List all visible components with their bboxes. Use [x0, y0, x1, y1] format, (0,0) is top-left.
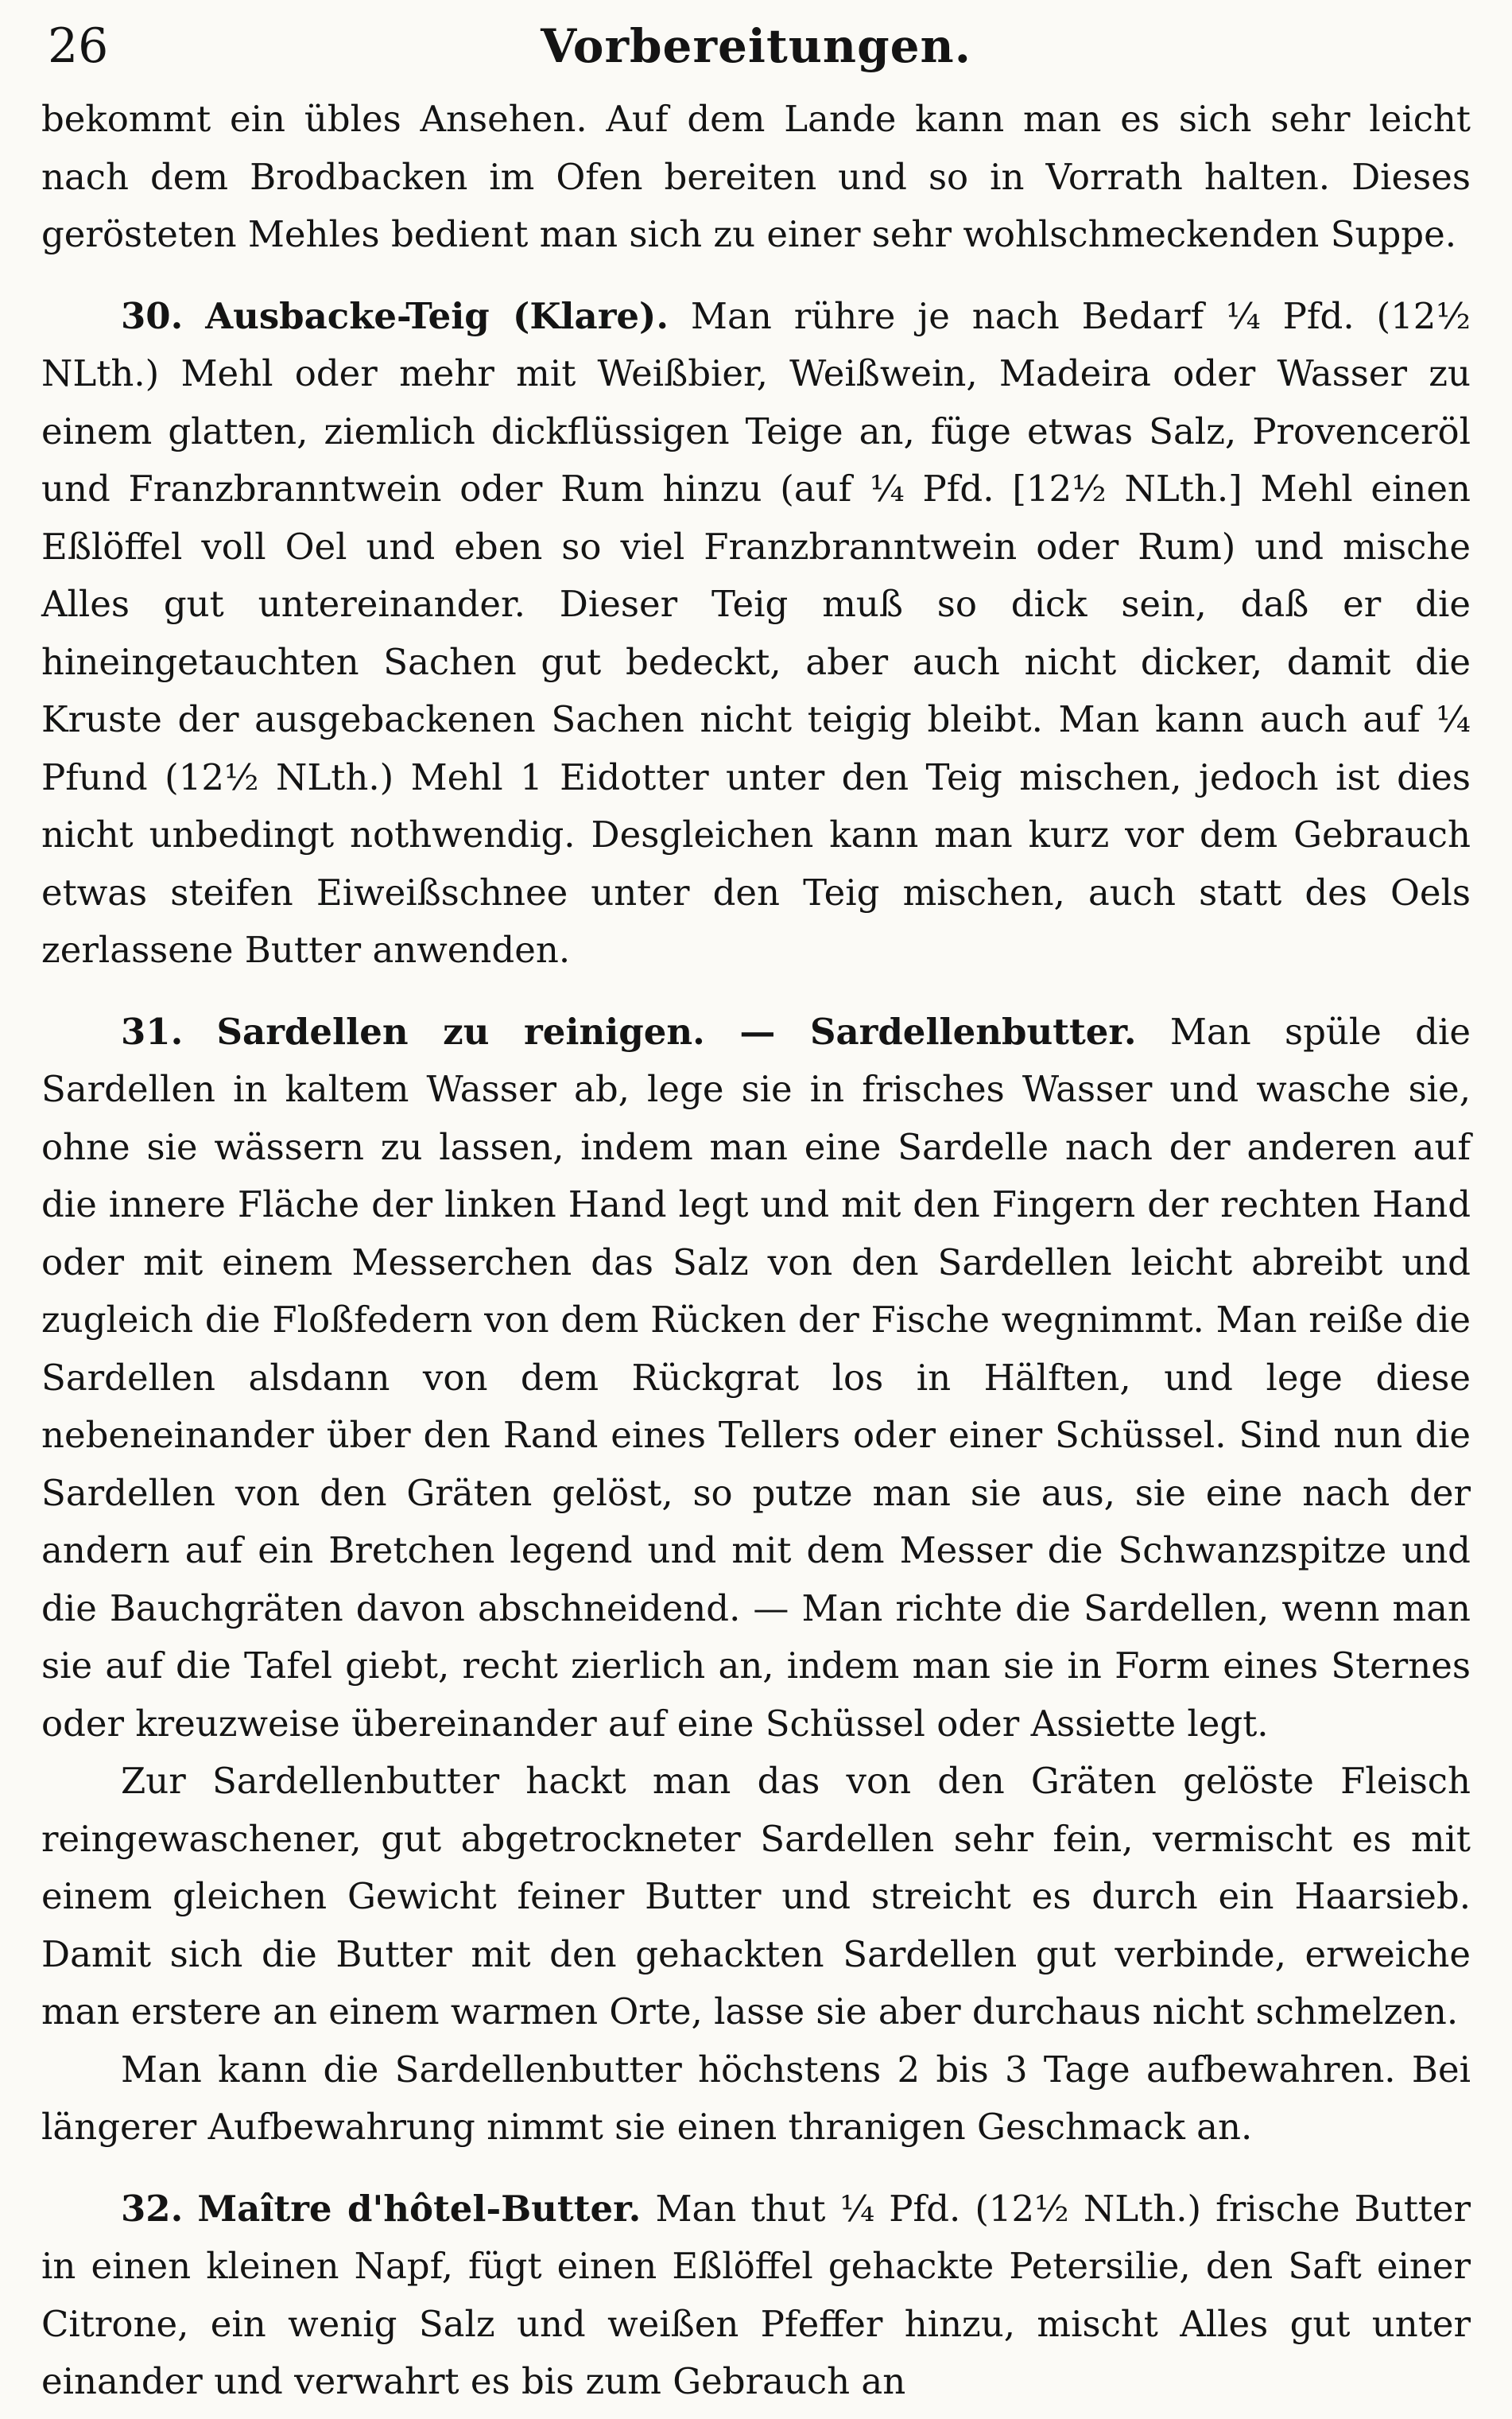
recipe-title: Sardellen zu reinigen. — Sardellenbutter.: [216, 1010, 1137, 1053]
recipe-number: 31.: [121, 1010, 184, 1053]
page-header: [41, 14, 1471, 91]
recipe-31: [41, 1004, 1471, 1753]
recipe-30: [41, 288, 1471, 980]
recipe-number: 30.: [121, 294, 184, 337]
page-number: 26: [48, 18, 109, 74]
recipe-title: Ausbacke-Teig (Klare).: [205, 294, 669, 337]
recipe-paragraph: Man kann die Sardellenbutter höchstens 2 bis 3 Tage aufbewahren. Bei längerer Aufbewahrung nimmt sie einen thranigen Geschmack an.: [41, 2048, 1471, 2148]
recipe-text: Man thut ¼ Pfd. (12½ NLth.) frische Butter in einen kleinen Napf, fügt einen Eßlöffel gehackte Petersilie, den Saft einer Citrone, ein wenig Salz und weißen Pfeffer hinzu, mischt Alles gut unter einander und verwahrt es bis zum Gebrauch an: [41, 2187, 1471, 2402]
recipe-paragraph: Zur Sardellenbutter hackt man das von den Gräten gelöste Fleisch reingewaschener, gut abgetrockneter Sardellen sehr fein, vermischt es mit einem gleichen Gewicht feiner Butter und streicht es durch ein Haarsieb. Damit sich die Butter mit den gehackten Sardellen gut verbinde, erweiche man erstere an einem warmen Orte, lasse sie aber durchaus nicht schmelzen.: [41, 1760, 1471, 2033]
body-text: [41, 91, 1471, 2411]
running-title: Vorbereitungen.: [541, 19, 971, 73]
recipe-text: Man spüle die Sardellen in kaltem Wasser ab, lege sie in frisches Wasser und wasche sie, ohne sie wässern zu lassen, indem man eine Sardelle nach der anderen auf die innere Fläche der linken Hand legt und mit den Fingern der rechten Hand oder mit einem Messerchen das Salz von den Sardellen leicht abreibt und zugleich die Floßfedern von dem Rücken der Fische wegnimmt. Man reiße die Sardellen alsdann von dem Rückgrat los in Hälften, und lege diese nebeneinander über den Rand eines Tellers oder einer Schüssel. Sind nun die Sardellen von den Gräten gelöst, so putze man sie aus, sie eine nach der andern auf ein Bretchen legend und mit dem Messer die Schwanzspitze und die Bauchgräten davon abschneidend. — Man richte die Sardellen, wenn man sie auf die Tafel giebt, recht zierlich an, indem man sie in Form eines Sternes oder kreuzweise übereinander auf eine Schüssel oder Assiette legt.: [41, 1010, 1471, 1745]
recipe-text: Man rühre je nach Bedarf ¼ Pfd. (12½ NLth.) Mehl oder mehr mit Weißbier, Weißwein, Madeira oder Wasser zu einem glatten, ziemlich dickflüssigen Teige an, füge etwas Salz, Provenceröl und Franzbranntwein oder Rum hinzu (auf ¼ Pfd. [12½ NLth.] Mehl einen Eßlöffel voll Oel und eben so viel Franzbranntwein oder Rum) und mische Alles gut untereinander. Dieser Teig muß so dick sein, daß er die hineingetauchten Sachen gut bedeckt, aber auch nicht dicker, damit die Kruste der ausgebackenen Sachen nicht teigig bleibt. Man kann auch auf ¼ Pfund (12½ NLth.) Mehl 1 Eidotter unter den Teig mischen, jedoch ist dies nicht unbedingt nothwendig. Desgleichen kann man kurz vor dem Gebrauch etwas steifen Eiweißschnee unter den Teig mischen, auch statt des Oels zerlassene Butter anwenden.: [41, 294, 1471, 971]
paragraph-continued: bekommt ein übles Ansehen. Auf dem Lande kann man es sich sehr leicht nach dem Brodbacken im Ofen bereiten und so in Vorrath halten. Dieses gerösteten Mehles bedient man sich zu einer sehr wohlschmeckenden Suppe.: [41, 98, 1471, 255]
recipe-title: Maître d'hôtel-Butter.: [197, 2187, 642, 2230]
recipe-32: [41, 2180, 1471, 2411]
recipe-number: 32.: [121, 2187, 184, 2230]
